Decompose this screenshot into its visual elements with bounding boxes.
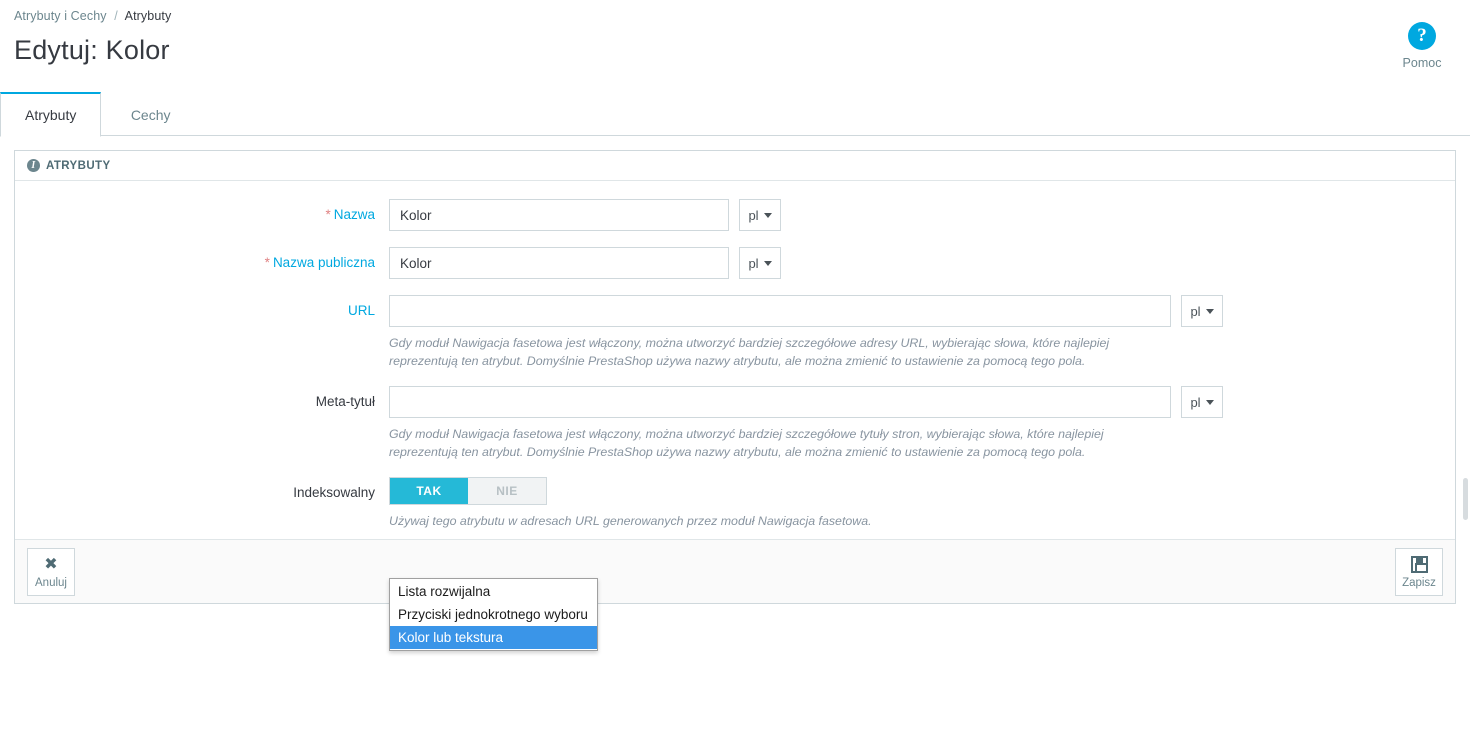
breadcrumb-separator: / [114,9,118,23]
label-name [15,199,389,222]
indexable-toggle[interactable] [389,477,547,505]
save-button-label: Zapisz [1402,577,1436,590]
breadcrumb-parent-link[interactable]: Atrybuty i Cechy [14,9,107,23]
page-header [0,0,1470,92]
label-url-text: URL [347,303,375,318]
panel-footer [15,539,1455,603]
form-row-url [15,295,1455,370]
dropdown-option-przyciski-jednokrotnego-wyboru[interactable]: Przyciski jednokrotnego wyboru [398,607,588,623]
url-input[interactable] [389,295,1171,327]
url-language-selector[interactable] [1181,295,1223,327]
tab-cechy[interactable]: Cechy [130,107,171,123]
tab-bar [0,92,1470,136]
form-row-indexable [15,477,1455,531]
save-button[interactable] [1395,548,1443,596]
indexable-toggle-yes[interactable]: TAK [390,478,468,504]
required-asterisk: * [325,207,331,222]
close-x-icon: ✖ [44,556,58,574]
panel-title: ATRYBUTY [46,160,111,172]
scrollbar-thumb[interactable] [1463,478,1468,520]
meta-title-hint: Gdy moduł Nawigacja fasetowa jest włączony, można utworzyć bardziej szczegółowe tytuły stron, wybierając słowa, które najlepiej reprezentują ten atrybut. Domyślnie PrestaShop używa nazwy atrybutu, ale można zmienić to ustawienie za pomocą tego pola. [389,427,1104,459]
floppy-disk-icon [1411,556,1428,573]
meta-title-language-selector[interactable] [1181,386,1223,418]
dropdown-option-lista-rozwijalna[interactable]: Lista rozwijalna [398,584,491,600]
label-public-name [15,247,389,270]
chevron-down-icon [1206,309,1214,314]
form-row-name [15,199,1455,231]
cancel-button[interactable] [27,548,75,596]
attributes-panel [14,150,1456,646]
dropdown-option-kolor-lub-tekstura[interactable]: Kolor lub tekstura [390,626,597,649]
chevron-down-icon [1206,400,1214,405]
public-name-language-selector[interactable] [739,247,781,279]
question-mark-icon: ? [1408,22,1436,50]
cancel-button-label: Anuluj [35,577,67,590]
page-title: Edytuj: Kolor [14,35,170,65]
meta-title-input[interactable] [389,386,1171,418]
name-language-label: pl [748,207,759,223]
public-name-language-label: pl [748,255,759,271]
label-meta-title-text: Meta-tytuł [315,394,375,410]
attribute-type-dropdown-list[interactable] [389,578,598,651]
help-button-label: Pomoc [1402,56,1442,70]
indexable-toggle-no[interactable]: NIE [468,478,546,504]
required-asterisk: * [264,255,270,270]
indexable-hint: Używaj tego atrybutu w adresach URL generowanych przez moduł Nawigacja fasetowa. [389,514,872,529]
breadcrumb [14,9,1470,23]
chevron-down-icon [764,213,772,218]
label-url [15,295,389,318]
chevron-down-icon [764,261,772,266]
breadcrumb-current: Atrybuty [124,9,172,23]
url-hint: Gdy moduł Nawigacja fasetowa jest włączony, można utworzyć bardziej szczegółowe adresy URL, wybierając słowa, które najlepiej reprezentują ten atrybut. Domyślnie PrestaShop używa nazwy atrybutu, ale można zmienić to ustawienie za pomocą tego pola. [389,336,1110,368]
label-name-text: Nazwa [333,207,375,222]
name-language-selector[interactable] [739,199,781,231]
panel-header [15,151,1455,181]
label-public-name-text: Nazwa publiczna [272,255,375,270]
tab-atrybuty[interactable]: Atrybuty [0,92,101,137]
label-meta-title [15,386,389,409]
label-indexable [15,477,389,500]
form-row-public-name [15,247,1455,279]
help-button[interactable] [1392,22,1452,70]
url-language-label: pl [1190,303,1201,319]
form-row-meta-title [15,386,1455,461]
name-input[interactable] [389,199,729,231]
label-indexable-text: Indeksowalny [293,485,375,501]
public-name-input[interactable] [389,247,729,279]
meta-title-language-label: pl [1190,394,1201,410]
info-icon: I [27,159,40,172]
